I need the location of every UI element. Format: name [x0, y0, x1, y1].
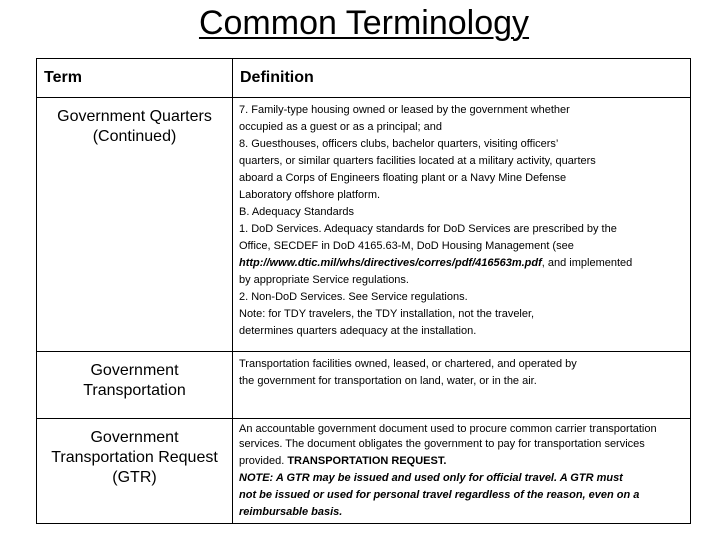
term-cell — [37, 419, 233, 524]
header-cell-term — [37, 59, 233, 98]
table-header-row — [37, 59, 691, 98]
definition-line: quarters, or similar quarters facilities located at a military activity, quarters — [239, 155, 596, 167]
term-line: Government — [90, 362, 179, 379]
header-cell-definition — [233, 59, 691, 98]
definition-line: Note: for TDY travelers, the TDY installation, not the traveler, — [239, 308, 535, 320]
table-row — [37, 98, 691, 352]
table-row — [37, 419, 691, 524]
definition-line: B. Adequacy Standards — [239, 206, 354, 218]
definition-link-line — [239, 255, 684, 272]
term-cell — [37, 98, 233, 352]
term-line: (Continued) — [92, 128, 177, 145]
term-line: Government — [90, 429, 179, 446]
definition-cell — [233, 352, 691, 419]
definition-line: 7. Family-type housing owned or leased by the government whether — [239, 104, 570, 116]
directive-link[interactable]: http://www.dtic.mil/whs/directives/corres/pdf/416563m.pdf — [239, 257, 542, 269]
term-line: Transportation — [83, 382, 186, 399]
term-line: (GTR) — [112, 469, 157, 486]
definition-line: 1. DoD Services. Adequacy standards for DoD Services are prescribed by the — [239, 223, 617, 235]
definition-cell — [233, 98, 691, 352]
definition-line: Transportation facilities owned, leased, or chartered, and operated by — [239, 358, 577, 370]
note-line: not be issued or used for personal travel regardless of the reason, even on a — [239, 489, 640, 501]
header-definition: Definition — [240, 69, 314, 86]
term-cell — [37, 352, 233, 419]
definition-line: the government for transportation on land, water, or in the air. — [239, 375, 537, 387]
definition-line: 2. Non-DoD Services. See Service regulations. — [239, 291, 468, 303]
page-title: Common Terminology — [198, 4, 530, 42]
definition-line: occupied as a guest or as a principal; and — [239, 121, 443, 133]
definition-cell — [233, 419, 691, 524]
definition-line: 8. Guesthouses, officers clubs, bachelor quarters, visiting officers’ — [239, 138, 559, 150]
link-suffix: , and implemented — [541, 257, 633, 269]
note-line: NOTE: A GTR may be issued and used only for official travel. A GTR must — [239, 472, 623, 484]
definition-line: services. The document obligates the government to pay for transportation services — [239, 438, 645, 450]
term-line: Transportation Request — [51, 449, 218, 466]
definition-line: determines quarters adequacy at the installation. — [239, 325, 477, 337]
definition-line: Office, SECDEF in DoD 4165.63-M, DoD Housing Management (see — [239, 240, 574, 252]
definition-line: Laboratory offshore platform. — [239, 189, 381, 201]
terminology-table — [36, 58, 691, 524]
provided-prefix: provided. — [239, 455, 288, 467]
table-row — [37, 352, 691, 419]
term-line: Government Quarters — [57, 108, 212, 125]
provided-bold: TRANSPORTATION REQUEST. — [287, 455, 447, 467]
definition-line: by appropriate Service regulations. — [239, 274, 409, 286]
definition-line: aboard a Corps of Engineers floating plant or a Navy Mine Defense — [239, 172, 567, 184]
definition-line: An accountable government document used to procure common carrier transportation — [239, 423, 657, 435]
definition-line — [239, 453, 684, 470]
header-term: Term — [44, 69, 82, 86]
note-line: reimbursable basis. — [239, 506, 343, 518]
